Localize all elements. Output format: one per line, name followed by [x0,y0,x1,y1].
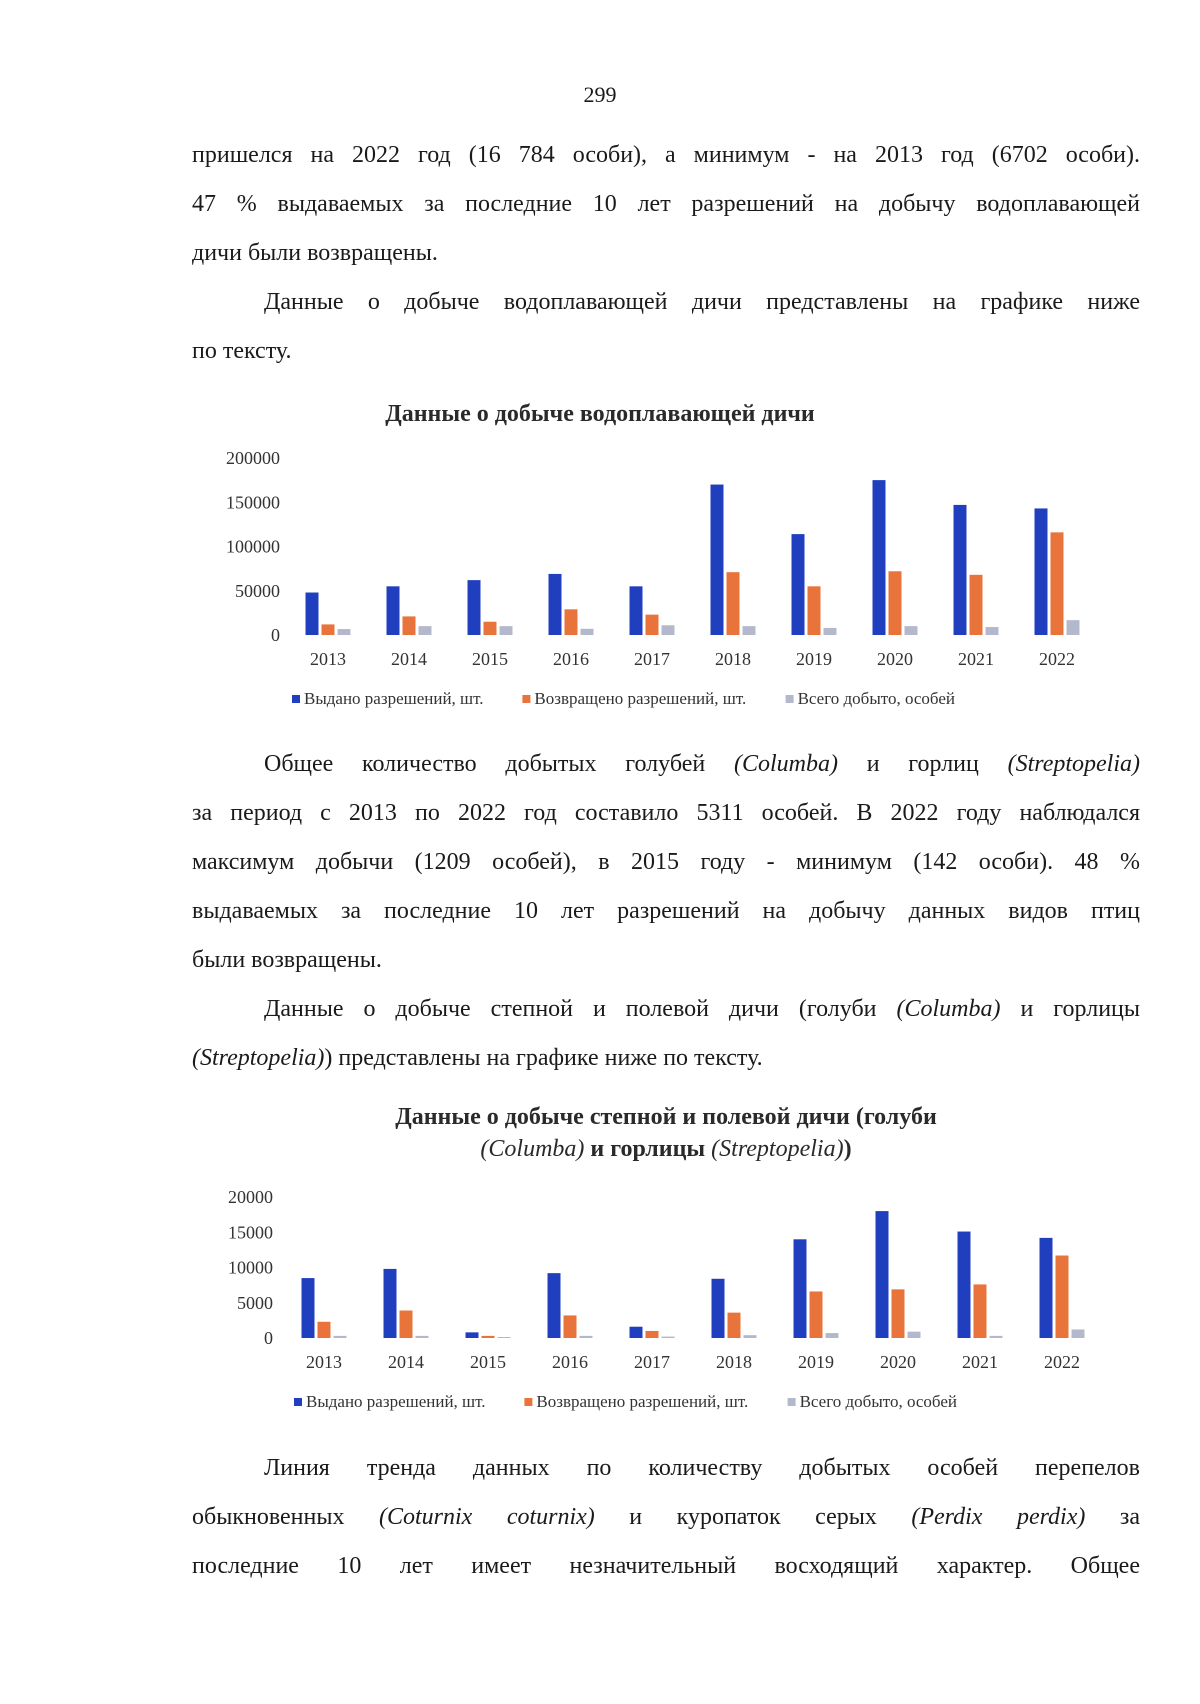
bar-2020-series-0 [876,1211,889,1338]
x-tick-label: 2017 [634,1352,670,1372]
text-line: дичи были возвращены. [192,240,438,266]
bar-2014-series-2 [419,626,432,635]
legend-entry: Возвращено разрешений, шт. [536,1392,749,1411]
paragraph-5 [192,1444,1140,1591]
text-line: Данные о добыче степной и полевой дичи (голуби (Columba) и горлицы [264,996,1141,1022]
legend-swatch [522,695,530,703]
x-tick-label: 2022 [1044,1352,1080,1372]
x-tick-label: 2014 [391,649,427,669]
text-line: по тексту. [192,338,292,364]
bar-2021-series-2 [986,627,999,635]
bar-2021-series-1 [970,575,983,635]
y-tick-label: 5000 [237,1292,273,1313]
bar-2020-series-0 [873,480,886,635]
x-tick-label: 2017 [634,649,670,669]
text-line: были возвращены. [192,947,382,973]
text-line: 47 % выдаваемых за последние 10 лет разрешений на добычу водоплавающей [192,191,1140,217]
bar-2015-series-0 [468,580,481,635]
chart-waterfowl [0,395,1200,725]
y-tick-label: 0 [264,1328,273,1348]
bar-2019-series-2 [826,1333,839,1338]
chart-columba-svg [0,1098,1200,1428]
bar-2020-series-2 [908,1332,921,1338]
bar-2022-series-2 [1067,620,1080,635]
x-tick-label: 2020 [880,1352,916,1372]
bar-2014-series-1 [400,1311,413,1338]
legend-entry: Возвращено разрешений, шт. [534,689,747,708]
bar-2016-series-0 [548,1273,561,1338]
text-line: последние 10 лет имеет незначительный восходящий характер. Общее [192,1553,1140,1579]
page-number: 299 [583,82,617,107]
chart-title-line1: Данные о добыче степной и полевой дичи (голуби [395,1104,937,1130]
legend-entry: Выдано разрешений, шт. [304,689,484,708]
bar-2021-series-2 [990,1336,1003,1338]
bar-2021-series-1 [974,1284,987,1338]
bar-2015-series-2 [500,626,513,635]
bar-2018-series-0 [712,1279,725,1338]
text-line: пришелся на 2022 год (16 784 особи), а минимум - на 2013 год (6702 особи). [192,142,1140,168]
bar-2013-series-0 [302,1278,315,1338]
bar-2021-series-0 [958,1232,971,1338]
legend-swatch [524,1398,532,1406]
x-tick-label: 2021 [958,649,994,669]
bar-2020-series-1 [889,571,902,635]
text-line: Линия тренда данных по количеству добытых особей перепелов [264,1455,1140,1481]
legend-swatch [294,1398,302,1406]
chart-title: Данные о добыче водоплавающей дичи [385,401,815,427]
bar-2015-series-0 [466,1332,479,1338]
bar-2021-series-0 [954,505,967,635]
bar-2022-series-0 [1035,508,1048,635]
bar-2013-series-2 [338,629,351,635]
text-line: выдаваемых за последние 10 лет разрешений на добычу данных видов птиц [192,898,1140,924]
bar-2015-series-2 [498,1337,511,1338]
y-tick-label: 50000 [235,580,280,601]
chart-waterfowl-svg [0,395,1200,725]
x-tick-label: 2015 [470,1352,506,1372]
y-tick-label: 100000 [226,536,280,557]
y-tick-label: 15000 [228,1222,273,1243]
bar-2016-series-1 [564,1315,577,1338]
text-line: максимум добычи (1209 особей), в 2015 году - минимум (142 особи). 48 % [192,849,1140,875]
x-tick-label: 2014 [388,1352,424,1372]
bar-2013-series-0 [306,593,319,635]
bar-2019-series-1 [810,1291,823,1338]
bar-2017-series-1 [646,1331,659,1338]
chart-columba [0,1098,1200,1428]
bar-2022-series-2 [1072,1329,1085,1338]
bar-2019-series-2 [824,628,837,635]
x-tick-label: 2020 [877,649,913,669]
x-tick-label: 2015 [472,649,508,669]
text-line: за период с 2013 по 2022 год составило 5311 особей. В 2022 году наблюдался [192,800,1140,826]
x-tick-label: 2021 [962,1352,998,1372]
bar-2015-series-1 [482,1336,495,1338]
x-tick-label: 2013 [310,649,346,669]
legend-entry: Всего добыто, особей [799,1392,958,1411]
bar-2022-series-1 [1056,1256,1069,1338]
bar-2020-series-2 [905,626,918,635]
bar-2018-series-1 [728,1313,741,1338]
y-tick-label: 20000 [228,1187,273,1207]
bar-2014-series-2 [416,1336,429,1338]
paragraph-3 [192,740,1140,985]
bar-2016-series-2 [581,629,594,635]
bar-2017-series-1 [646,615,659,635]
text-line: (Streptopelia)) представлены на графике ниже по тексту. [192,1045,763,1071]
x-tick-label: 2016 [553,649,589,669]
bar-2018-series-2 [744,1335,757,1338]
text-line: Общее количество добытых голубей (Columba) и горлиц (Streptopelia) [264,751,1141,777]
chart-title-line2: (Columba) и горлицы (Streptopelia)) [480,1136,852,1162]
x-tick-label: 2016 [552,1352,588,1372]
bar-2013-series-1 [322,624,335,635]
bar-2017-series-0 [630,586,643,635]
y-tick-label: 10000 [228,1257,273,1278]
bar-2016-series-1 [565,609,578,635]
bar-2019-series-1 [808,586,821,635]
y-tick-label: 0 [271,625,280,645]
bar-2017-series-2 [662,625,675,635]
bar-2017-series-2 [662,1337,675,1338]
bar-2019-series-0 [794,1239,807,1338]
paragraph-1 [192,131,1140,278]
legend-swatch [292,695,300,703]
bar-2017-series-0 [630,1327,643,1338]
x-tick-label: 2019 [796,649,832,669]
paragraph-4 [192,985,1140,1083]
bar-2016-series-2 [580,1336,593,1338]
bar-2015-series-1 [484,622,497,635]
text-line: Данные о добыче водоплавающей дичи представлены на графике ниже [264,289,1140,315]
bar-2018-series-2 [743,626,756,635]
x-tick-label: 2018 [716,1352,752,1372]
bar-2014-series-1 [403,616,416,635]
bar-2022-series-0 [1040,1238,1053,1338]
bar-2014-series-0 [387,586,400,635]
paragraph-2 [192,278,1140,376]
bar-2016-series-0 [549,574,562,635]
legend-entry: Всего добыто, особей [797,689,956,708]
bar-2013-series-1 [318,1322,331,1338]
bar-2022-series-1 [1051,532,1064,635]
bar-2018-series-0 [711,485,724,635]
bar-2014-series-0 [384,1269,397,1338]
x-tick-label: 2019 [798,1352,834,1372]
bar-2013-series-2 [334,1336,347,1338]
x-tick-label: 2013 [306,1352,342,1372]
legend-swatch [786,695,794,703]
x-tick-label: 2018 [715,649,751,669]
y-tick-label: 150000 [226,492,280,513]
text-line: обыкновенных (Coturnix coturnix) и куропаток серых (Perdix perdix) за [192,1504,1140,1530]
bar-2019-series-0 [792,534,805,635]
legend-swatch [788,1398,796,1406]
y-tick-label: 200000 [226,448,280,468]
bar-2020-series-1 [892,1289,905,1338]
x-tick-label: 2022 [1039,649,1075,669]
bar-2018-series-1 [727,572,740,635]
legend-entry: Выдано разрешений, шт. [306,1392,486,1411]
